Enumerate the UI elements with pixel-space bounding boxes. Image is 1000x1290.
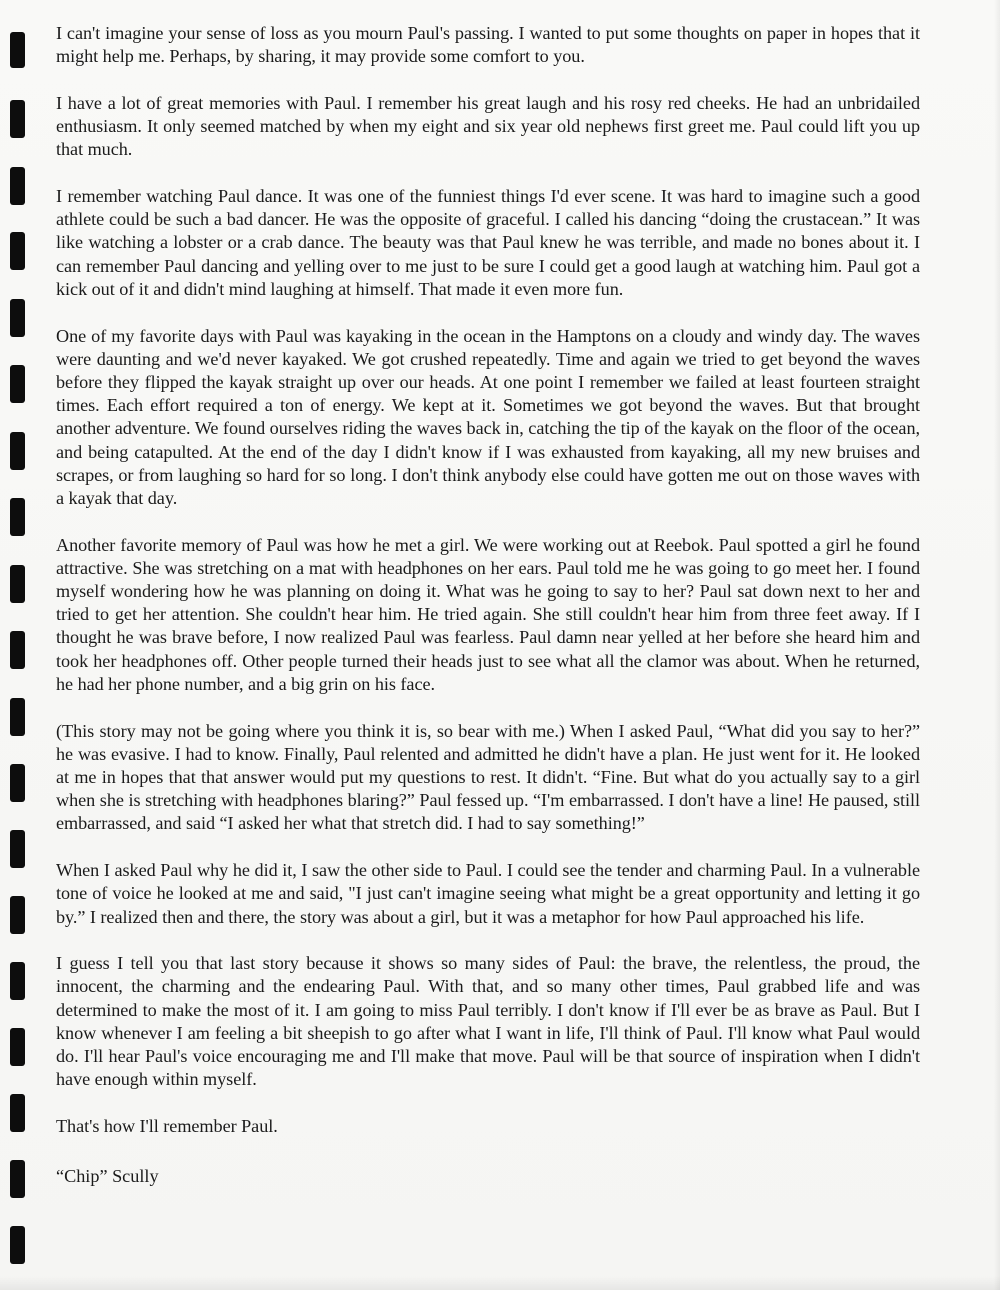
scan-edge-shadow — [994, 0, 1000, 1290]
binder-hole — [10, 32, 25, 68]
binder-hole — [10, 764, 25, 802]
letter-paragraph: I guess I tell you that last story because it shows so many sides of Paul: the brave, the relentless, the proud, the innocent, the charming and the endearing Paul. With that, and so many other times, Paul grabbed life and was determined to make the most of it. I am going to miss Paul terribly. I don't know if I'll ever be as brave as Paul. But I know whenever I am feeling a bit sheepish to go after what I want in life, I'll think of Paul. I'll know what Paul would do. I'll hear Paul's voice encouraging me and I'll make that move. Paul will be that source of inspiration when I didn't have enough within myself. — [56, 953, 920, 1090]
binder-hole — [10, 232, 25, 270]
binder-hole — [10, 498, 25, 536]
letter-paragraph: When I asked Paul why he did it, I saw the other side to Paul. I could see the tender and charming Paul. In a vulnerable tone of voice he looked at me and said, "I just can't imagine seeing what might be a great opportunity and letting it go by.” I realized then and there, the story was about a girl, but it was a metaphor for how Paul approached his life. — [56, 860, 920, 927]
binder-hole — [10, 1028, 25, 1066]
binder-hole — [10, 432, 25, 470]
letter-paragraph: One of my favorite days with Paul was kayaking in the ocean in the Hamptons on a cloudy and windy day. The waves were daunting and we'd never kayaked. We got crushed repeatedly. Time and again we tried to get beyond the waves before they flipped the kayak straight up over our heads. At one point I remember we failed at least fourteen straight times. Each effort required a ton of energy. We kept at it. Sometimes we got beyond the waves. But that brought another adventure. We found ourselves riding the waves back in, catching the tip of the kayak on the floor of the ocean, and being catapulted. At the end of the day I didn't know if I was exhausted from kayaking, all my new bruises and scrapes, or from laughing so hard for so long. I don't think anybody else could have gotten me out on those waves with a kayak that day. — [56, 325, 920, 508]
binder-hole — [10, 167, 25, 205]
signature: “Chip” Scully — [56, 1166, 159, 1187]
binder-hole — [10, 1160, 25, 1198]
binder-hole — [10, 1226, 25, 1264]
letter-paragraph: Another favorite memory of Paul was how he met a girl. We were working out at Reebok. Paul spotted a girl he found attractive. She was stretching on a mat with headphones on her ears. Paul told me he was going to go meet her. I found myself wondering how he was planning on doing it. What was he going to say to her? Paul sat down next to her and tried to get her attention. She couldn't hear him. He tried again. She still couldn't hear him from three feet away. If I thought he was brave before, I now realized Paul was fearless. Paul damn near yelled at her before she heard him and took her headphones off. Other people turned their heads just to see what all the clamor was about. When he returned, he had her phone number, and a big grin on his face. — [56, 534, 920, 694]
scan-bottom-shadow — [0, 1276, 1000, 1290]
letter-paragraph: (This story may not be going where you think it is, so bear with me.) When I asked Paul, “What did you say to her?” he was evasive. I had to know. Finally, Paul relented and admitted he didn't have a plan. He just went for it. He looked at me in hopes that that answer would put my questions to rest. It didn't. “Fine. But what do you actually say to a girl when she is stretching with headphones blaring?” Paul fessed up. “I'm embarrassed. I don't have a line! He paused, still embarrassed, and said “I asked her what that stretch did. I had to say something!” — [56, 720, 920, 834]
binder-hole — [10, 1094, 25, 1132]
letter-paragraph: I have a lot of great memories with Paul. I remember his great laugh and his rosy red cheeks. He had an unbridailed enthusiasm. It only seemed matched by when my eight and six year old nephews first greet me. Paul could lift you up that much. — [56, 92, 920, 160]
binder-hole — [10, 896, 25, 934]
letter-body — [56, 22, 920, 1188]
letter-paragraph: I remember watching Paul dance. It was one of the funniest things I'd ever scene. It was hard to imagine such a good athlete could be such a bad dancer. He was the opposite of graceful. I called his dancing “doing the crustacean.” It was like watching a lobster or a crab dance. The beauty was that Paul knew he was terrible, and made no bones about it. I can remember Paul dancing and yelling over to me just to be sure I could get a good laugh at watching him. Paul got a kick out of it and didn't mind laughing at himself. That made it even more fun. — [56, 186, 920, 299]
closing-line: That's how I'll remember Paul. — [56, 1115, 278, 1136]
binder-hole — [10, 962, 25, 1000]
letter-paragraph: I can't imagine your sense of loss as you mourn Paul's passing. I wanted to put some thoughts on paper in hopes that it might help me. Perhaps, by sharing, it may provide some comfort to you. — [56, 23, 920, 67]
binder-hole — [10, 299, 25, 337]
binder-hole — [10, 565, 25, 603]
binder-hole — [10, 100, 25, 138]
binder-hole — [10, 698, 25, 736]
binder-hole — [10, 631, 25, 669]
binder-hole — [10, 830, 25, 868]
binder-hole — [10, 365, 25, 403]
